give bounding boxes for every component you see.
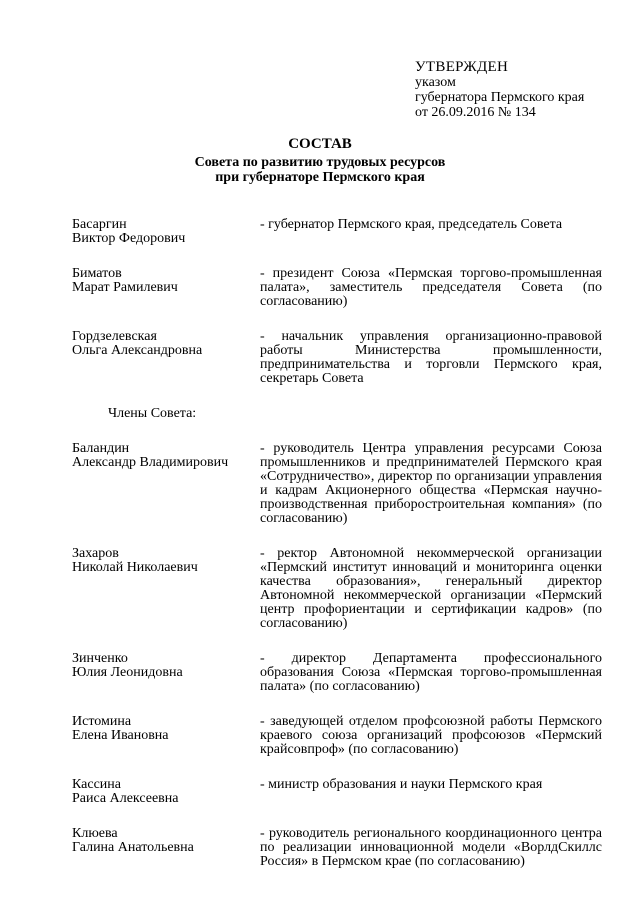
roster-entry bbox=[72, 778, 602, 806]
person-given-names: Николай Николаевич bbox=[72, 560, 198, 575]
person-surname: Биматов bbox=[72, 266, 122, 281]
roster-entry bbox=[72, 218, 602, 246]
person-name bbox=[72, 715, 260, 757]
document-title: СОСТАВ bbox=[288, 136, 352, 152]
roster-entry bbox=[72, 330, 602, 386]
approval-line-date: от 26.09.2016 № 134 bbox=[415, 105, 536, 120]
person-surname: Истомина bbox=[72, 714, 132, 729]
person-role: - заведующей отделом профсоюзной работы Пермского краевого союза организаций профсоюзов «Пермский крайсовпроф» (по согласованию) bbox=[260, 714, 602, 757]
person-given-names: Юлия Леонидовна bbox=[72, 665, 183, 680]
roster-entry bbox=[72, 827, 602, 869]
approval-line-governor: губернатора Пермского края bbox=[415, 90, 585, 105]
person-role: - губернатор Пермского края, председатель Совета bbox=[260, 217, 563, 232]
person-name bbox=[72, 442, 260, 526]
document-subtitle-line-2: при губернаторе Пермского края bbox=[215, 170, 425, 185]
roster-entry bbox=[72, 652, 602, 694]
person-name bbox=[72, 330, 260, 386]
person-given-names: Марат Рамилевич bbox=[72, 280, 178, 295]
roster-entry bbox=[72, 442, 602, 526]
roster-entry bbox=[72, 547, 602, 631]
approval-stamp bbox=[415, 60, 625, 120]
person-role: - президент Союза «Пермская торгово-промышленная палата», заместитель председателя Совета (по согласованию) bbox=[260, 266, 602, 309]
members-section-label: Члены Совета: bbox=[108, 406, 197, 421]
person-role: - министр образования и науки Пермского края bbox=[260, 777, 543, 792]
person-name bbox=[72, 827, 260, 869]
person-name bbox=[72, 778, 260, 806]
person-surname: Гордзелевская bbox=[72, 329, 157, 344]
person-role: - руководитель Центра управления ресурсами Союза промышленников и предпринимателей Пермского края «Сотрудничество», директор по организации управления и кадрам Акционерного общества «Пермская научно-производственная приборостроительная компания» (по согласованию) bbox=[260, 441, 602, 526]
person-given-names: Виктор Федорович bbox=[72, 231, 186, 246]
person-surname: Кассина bbox=[72, 777, 121, 792]
document-subtitle-line-1: Совета по развитию трудовых ресурсов bbox=[194, 155, 446, 170]
document-heading bbox=[0, 135, 640, 185]
person-name bbox=[72, 218, 260, 246]
person-role: - ректор Автономной некоммерческой организации «Пермский институт инноваций и мониторинга оценки качества образования», генеральный директор Автономной некоммерческой организации «Пермский центр профориентации и сертификации кадров» (по согласованию) bbox=[260, 546, 602, 631]
person-surname: Зинченко bbox=[72, 651, 128, 666]
approved-label: УТВЕРЖДЕН bbox=[415, 59, 509, 75]
person-given-names: Раиса Алексеевна bbox=[72, 791, 179, 806]
roster-entry bbox=[72, 267, 602, 309]
person-name bbox=[72, 267, 260, 309]
person-name bbox=[72, 652, 260, 694]
person-surname: Клюева bbox=[72, 826, 118, 841]
roster-entry bbox=[72, 715, 602, 757]
person-given-names: Елена Ивановна bbox=[72, 728, 169, 743]
person-surname: Баландин bbox=[72, 441, 130, 456]
person-given-names: Ольга Александровна bbox=[72, 343, 203, 358]
person-given-names: Галина Анатольевна bbox=[72, 840, 194, 855]
council-roster bbox=[72, 218, 602, 869]
person-role: - начальник управления организационно-правовой работы Министерства промышленности, предпринимательства и торговли Пермского края, секретарь Совета bbox=[260, 329, 602, 386]
person-given-names: Александр Владимирович bbox=[72, 455, 229, 470]
person-surname: Басаргин bbox=[72, 217, 127, 232]
person-surname: Захаров bbox=[72, 546, 119, 561]
person-role: - директор Департамента профессионального образования Союза «Пермская торгово-промышленная палата» (по согласованию) bbox=[260, 651, 602, 694]
person-role: - руководитель регионального координационного центра по реализации инновационной модели «ВорлдСкиллс Россия» в Пермском крае (по согласованию) bbox=[260, 826, 602, 869]
approval-line-decree: указом bbox=[415, 75, 456, 90]
person-name bbox=[72, 547, 260, 631]
